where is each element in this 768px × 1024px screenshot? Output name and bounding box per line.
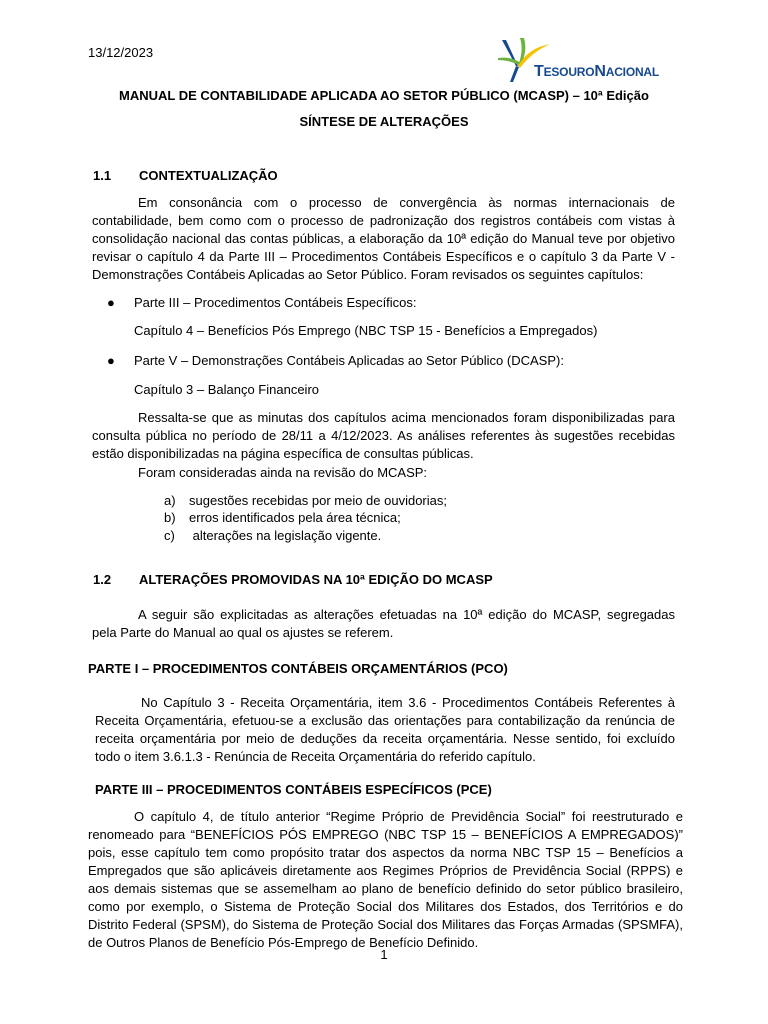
bullet-marker: ● xyxy=(107,353,115,368)
logo-word-acional: ACIONAL xyxy=(605,65,660,79)
document-title: MANUAL DE CONTABILIDADE APLICADA AO SETOR PÚBLICO (MCASP) – 10ª Edição xyxy=(119,88,649,103)
bullet-parte-v-chapter: Capítulo 3 – Balanço Financeiro xyxy=(134,382,320,397)
consulta-publica-paragraph: Ressalta-se que as minutas dos capítulos acima mencionados foram disponibilizadas para consulta pública no período de 28/11 a 4/12/2023. As análises referentes às sugestões recebidas estão disponibilizadas na página específica de consultas públicas. xyxy=(92,410,675,461)
list-letter: c) xyxy=(164,528,175,543)
document-date: 13/12/2023 xyxy=(88,45,154,60)
tesouro-nacional-logo xyxy=(494,36,689,86)
section-1-2-heading: ALTERAÇÕES PROMOVIDAS NA 10ª EDIÇÃO DO MCASP xyxy=(139,572,493,587)
logo-letter-n: N xyxy=(594,63,606,80)
section-1-1-heading: CONTEXTUALIZAÇÃO xyxy=(139,168,278,183)
section-1-1-number: 1.1 xyxy=(93,168,112,183)
list-item: erros identificados pela área técnica; xyxy=(189,510,401,525)
parte-i-paragraph: No Capítulo 3 - Receita Orçamentária, item 3.6 - Procedimentos Contábeis Referentes à Receita Orçamentária, efetuou-se a exclusão das orientações para contabilização da renúncia de receita orçamentária por meio de deduções da receita orçamentária. Nesse sentido, foi excluído todo o item 3.6.1.3 - Renúncia de Receita Orçamentária do referido capítulo. xyxy=(95,695,675,764)
parte-i-heading: PARTE I – PROCEDIMENTOS CONTÁBEIS ORÇAMENTÁRIOS (PCO) xyxy=(88,661,508,676)
parte-iii-paragraph: O capítulo 4, de título anterior “Regime Próprio de Previdência Social” foi reestruturado e renomeado para “BENEFÍCIOS PÓS EMPREGO (NBC TSP 15 – BENEFÍCIOS A EMPREGADOS)” pois, esse capítulo tem como propósito tratar dos aspectos da norma NBC TSP 15 – Benefícios a Empregados que são aplicáveis diretamente aos Regimes Próprios de Previdência Social (RPPS) e aos demais sistemas que se assemelham ao plano de benefício definido do setor público brasileiro, como por exemplo, o Sistema de Proteção Social dos Militares dos Estados, dos Territórios e do Distrito Federal (SPSM), do Sistema de Proteção Social dos Militares das Forças Armadas (SPSMFA), de Outros Planos de Benefício Pós-Emprego de Benefício Definido. xyxy=(88,809,683,950)
bullet-parte-v: Parte V – Demonstrações Contábeis Aplicadas ao Setor Público (DCASP): xyxy=(134,353,564,368)
logo-wordmark xyxy=(534,63,659,81)
bullet-parte-iii-chapter: Capítulo 4 – Benefícios Pós Emprego (NBC TSP 15 - Benefícios a Empregados) xyxy=(134,323,598,338)
logo-letter-t: T xyxy=(534,63,544,80)
section-1-2-number: 1.2 xyxy=(93,572,112,587)
list-letter: b) xyxy=(164,510,176,525)
consideradas-paragraph: Foram consideradas ainda na revisão do MCASP: xyxy=(138,465,428,480)
page-number: 1 xyxy=(380,947,388,962)
logo-word-esouro: ESOURO xyxy=(543,65,595,79)
bullet-marker: ● xyxy=(107,295,115,310)
parte-iii-heading: PARTE III – PROCEDIMENTOS CONTÁBEIS ESPECÍFICOS (PCE) xyxy=(95,782,492,797)
alteracoes-paragraph: A seguir são explicitadas as alterações efetuadas na 10ª edição do MCASP, segregadas pela Parte do Manual ao qual os ajustes se referem. xyxy=(92,607,675,640)
list-item: sugestões recebidas por meio de ouvidorias; xyxy=(189,493,447,508)
document-subtitle: SÍNTESE DE ALTERAÇÕES xyxy=(299,114,469,129)
list-item: alterações na legislação vigente. xyxy=(189,528,382,543)
contextualizacao-paragraph: Em consonância com o processo de convergência às normas internacionais de contabilidade, bem como com o processo de padronização dos registros contábeis com vistas à consolidação nacional das contas públicas, a elaboração da 10ª edição do Manual teve por objetivo revisar o capítulo 4 da Parte III – Procedimentos Contábeis Específicos e o capítulo 3 da Parte V - Demonstrações Contábeis Aplicadas ao Setor Público. Foram revisados os seguintes capítulos: xyxy=(92,195,675,282)
bullet-parte-iii: Parte III – Procedimentos Contábeis Específicos: xyxy=(134,295,417,310)
list-letter: a) xyxy=(164,493,176,508)
